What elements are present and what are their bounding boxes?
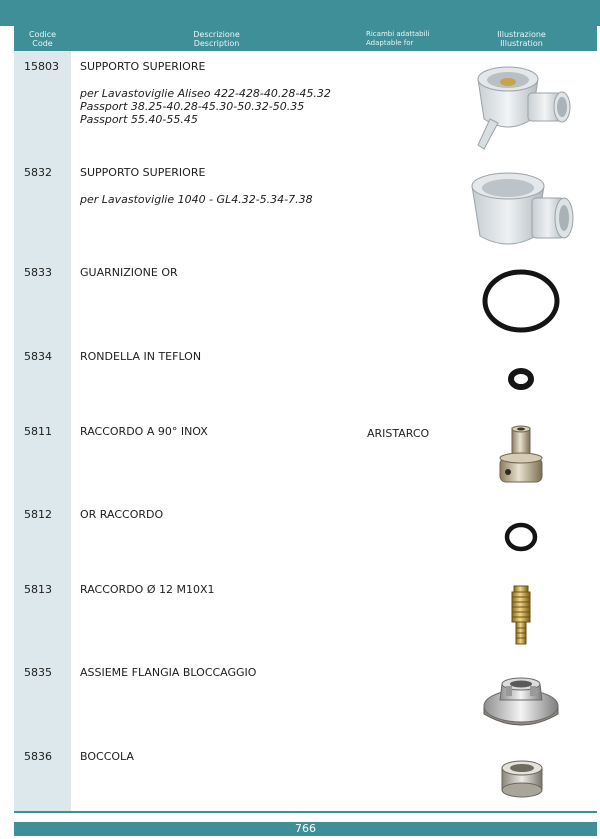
drain-support-icon [468,57,576,157]
item-compatibility: per Lavastoviglie Aliseo 422-428-40.28-45.32 Passport 38.25-40.28-45.30-50.32-50.35 Passport 55.40-55.45 [80,87,331,126]
item-description: RACCORDO A 90° INOX [80,425,208,438]
item-code: 5813 [24,583,52,596]
item-description: BOCCOLA [80,750,134,763]
header-code: Codice Code [28,30,57,48]
header-adaptable: Ricambi adattabili Adaptable for [366,30,430,47]
header-description: Descrizione Description [193,30,240,48]
o-ring-icon [502,520,540,554]
item-code: 5834 [24,350,52,363]
item-description: SUPPORTO SUPERIORE [80,60,206,73]
item-description: ASSIEME FLANGIA BLOCCAGGIO [80,666,257,679]
item-description: RONDELLA IN TEFLON [80,350,202,363]
header-illustration: Illustrazione Illustration [497,30,546,48]
locking-flange-icon [480,672,562,732]
page-number: 766 [295,822,316,835]
threaded-fitting-icon [506,584,536,648]
item-adaptable: ARISTARCO [367,427,430,440]
top-bar [0,0,600,26]
item-description: RACCORDO Ø 12 M10X1 [80,583,215,596]
bushing-icon [498,758,546,800]
page-footer [14,822,597,836]
bottom-rule [14,811,597,813]
washer-icon [506,366,536,392]
item-code: 15803 [24,60,59,73]
item-code: 5835 [24,666,52,679]
elbow-fitting-icon [496,424,546,490]
item-compatibility: per Lavastoviglie 1040 - GL4.32-5.34-7.38 [80,193,313,206]
item-code: 5836 [24,750,52,763]
drain-support-icon [466,168,576,250]
item-description: OR RACCORDO [80,508,164,521]
item-code: 5811 [24,425,52,438]
item-description: GUARNIZIONE OR [80,266,178,279]
item-description: SUPPORTO SUPERIORE [80,166,206,179]
table-header [14,26,597,51]
item-code: 5812 [24,508,52,521]
o-ring-icon [480,268,562,334]
item-code: 5832 [24,166,52,179]
item-code: 5833 [24,266,52,279]
